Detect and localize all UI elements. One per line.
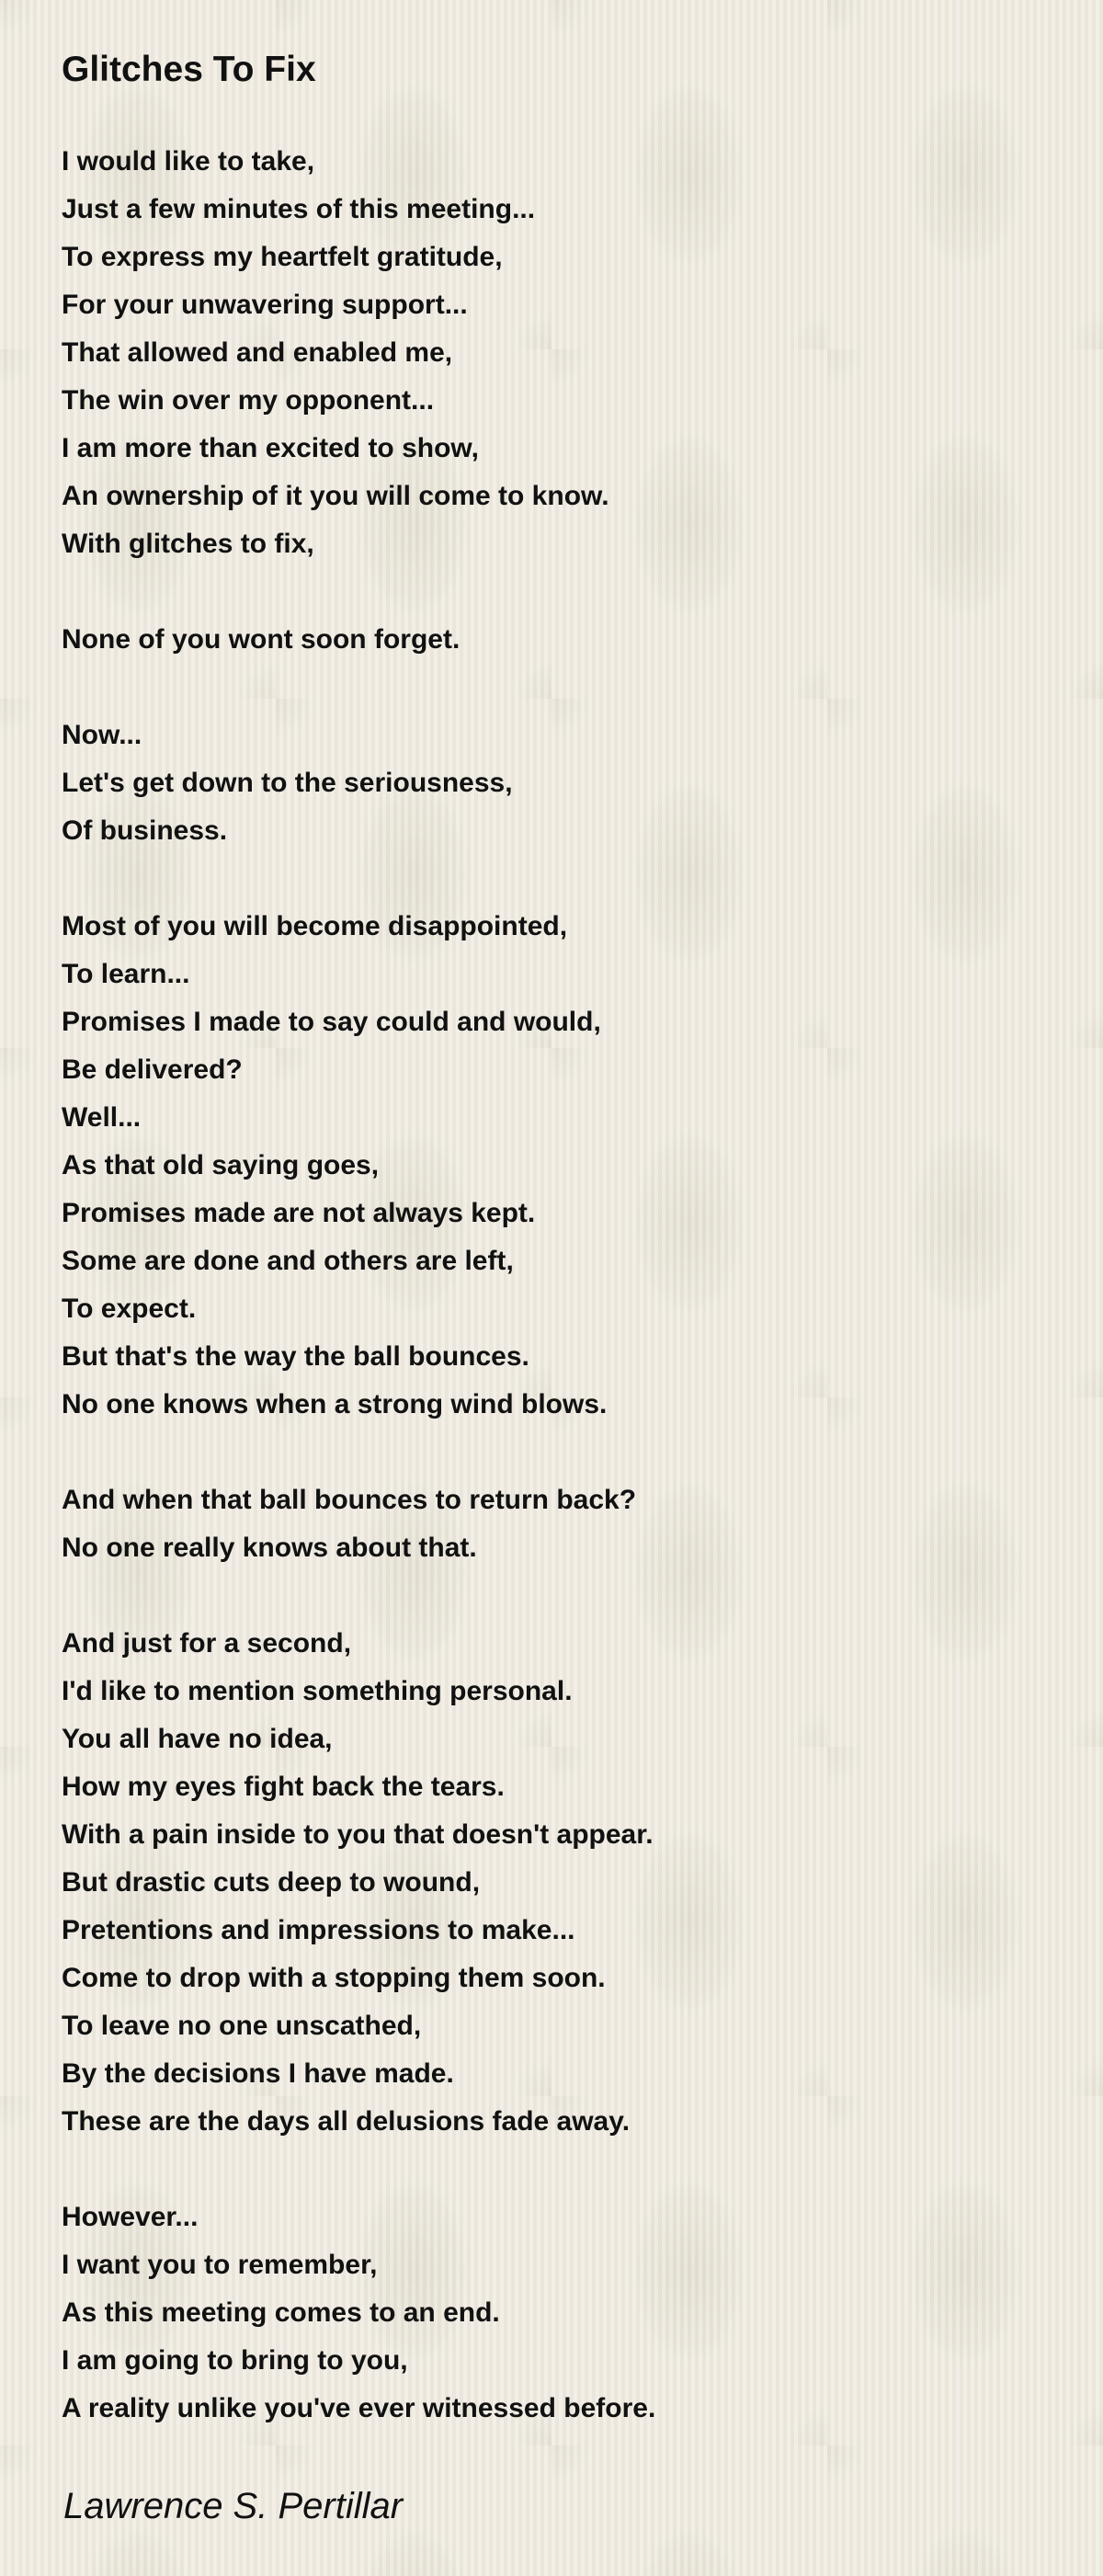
poem-line: As this meeting comes to an end. xyxy=(62,2297,500,2328)
stanza-break xyxy=(62,664,655,712)
poem-line: As that old saying goes, xyxy=(62,1150,380,1180)
stanza-break xyxy=(62,1429,655,1476)
poem-line: Promises I made to say could and would, xyxy=(62,1007,601,1037)
poem-line: A reality unlike you've ever witnessed before. xyxy=(62,2393,656,2423)
poem-line: I am going to bring to you, xyxy=(62,2345,408,2376)
poem-line: No one knows when a strong wind blows. xyxy=(62,1389,608,1419)
poem-line: Some are done and others are left, xyxy=(62,1246,514,1276)
poem-line: Well... xyxy=(62,1102,142,1133)
poem-line: Let's get down to the seriousness, xyxy=(62,768,513,798)
poem-line: Most of you will become disappointed, xyxy=(62,911,568,941)
poem-line: That allowed and enabled me, xyxy=(62,337,453,368)
poem-line: Just a few minutes of this meeting... xyxy=(62,194,536,224)
poem-line: And just for a second, xyxy=(62,1628,352,1658)
poem-line: I would like to take, xyxy=(62,146,315,177)
poem-line: I'd like to mention something personal. xyxy=(62,1676,573,1706)
poem-line: You all have no idea, xyxy=(62,1724,333,1754)
poem-line: With glitches to fix, xyxy=(62,529,314,559)
poem-line: To leave no one unscathed, xyxy=(62,2011,422,2041)
poem-line: With a pain inside to you that doesn't appear. xyxy=(62,1819,654,1850)
poem-line: I want you to remember, xyxy=(62,2250,378,2280)
poem-line: To express my heartfelt gratitude, xyxy=(62,242,503,272)
poem-line: These are the days all delusions fade away. xyxy=(62,2106,631,2137)
poem-line: Be delivered? xyxy=(62,1054,243,1085)
poem-line: For your unwavering support... xyxy=(62,290,468,320)
poem-body xyxy=(62,138,655,2433)
poem-line: Promises made are not always kept. xyxy=(62,1198,536,1228)
poem-title: Glitches To Fix xyxy=(62,50,316,89)
stanza-break xyxy=(62,1572,655,1620)
poem-line: The win over my opponent... xyxy=(62,385,435,416)
poem-line: Of business. xyxy=(62,815,228,846)
poem-line: No one really knows about that. xyxy=(62,1533,477,1563)
poem-author: Lawrence S. Pertillar xyxy=(63,2486,404,2526)
poem-line: Now... xyxy=(62,720,142,750)
poem-line: Pretentions and impressions to make... xyxy=(62,1915,575,1945)
poem-line: By the decisions I have made. xyxy=(62,2058,454,2089)
poem-line: An ownership of it you will come to know. xyxy=(62,481,609,511)
poem-line: To learn... xyxy=(62,959,190,989)
poem-line: None of you wont soon forget. xyxy=(62,624,461,655)
poem-line: However... xyxy=(62,2202,199,2232)
stanza-break xyxy=(62,2146,655,2194)
poem-line: Come to drop with a stopping them soon. xyxy=(62,1963,606,1993)
stanza-break xyxy=(62,855,655,903)
poem-line: How my eyes fight back the tears. xyxy=(62,1772,505,1802)
poem-line: And when that ball bounces to return back? xyxy=(62,1485,637,1515)
poem-line: But drastic cuts deep to wound, xyxy=(62,1867,481,1898)
poem-line: To expect. xyxy=(62,1294,197,1324)
poem-line: But that's the way the ball bounces. xyxy=(62,1341,529,1372)
poem-line: I am more than excited to show, xyxy=(62,433,479,463)
stanza-break xyxy=(62,568,655,616)
